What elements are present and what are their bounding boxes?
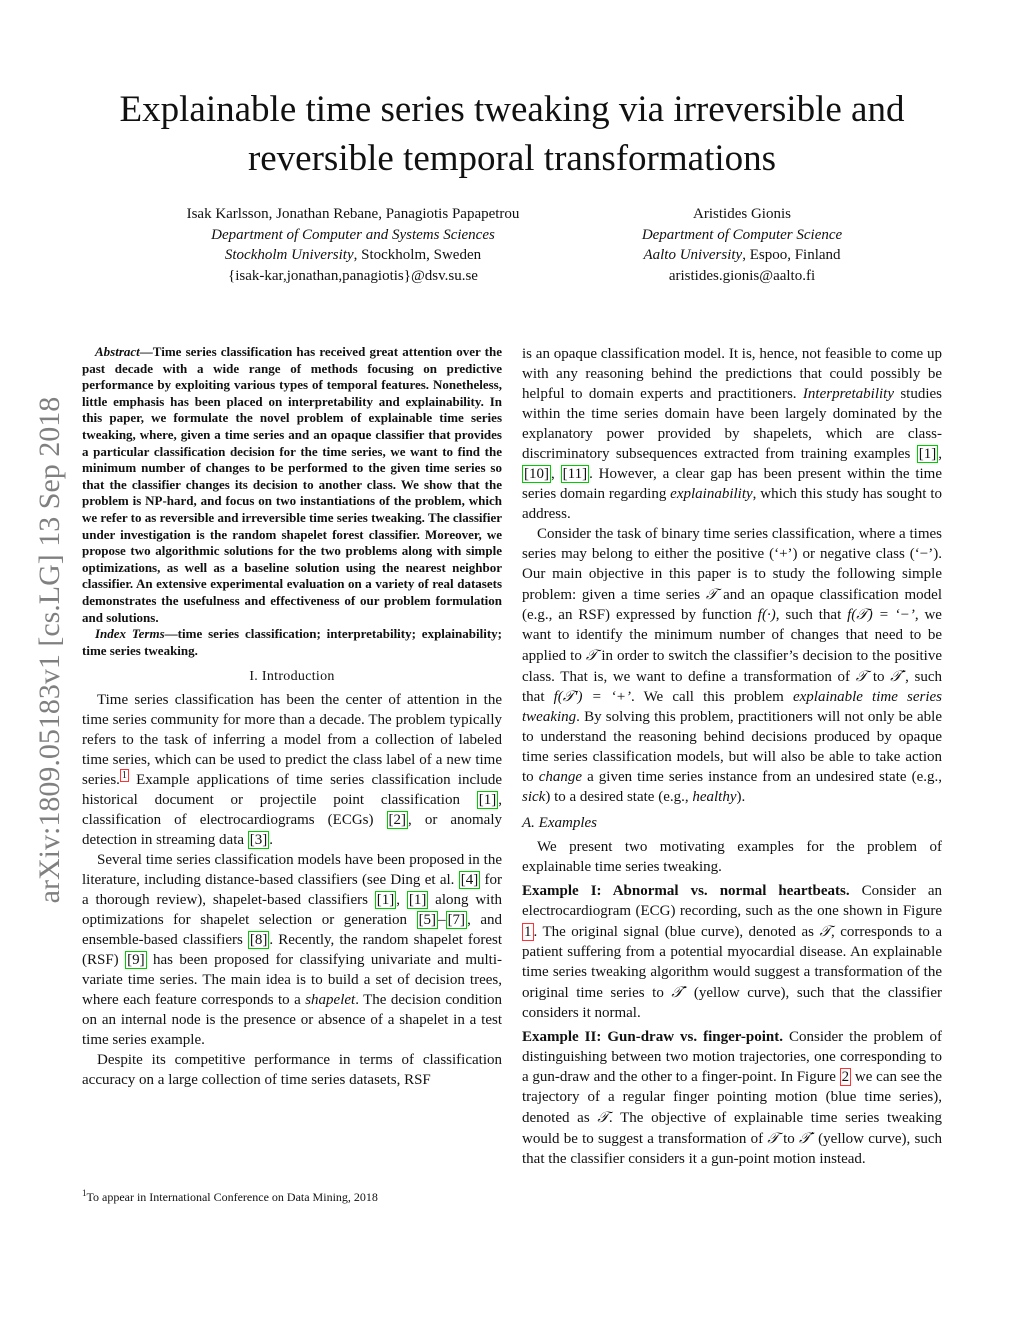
text: , — [938, 446, 942, 462]
author-affiliation — [572, 245, 912, 266]
author-city: , Espoo, Finland — [742, 247, 841, 263]
author-names: Isak Karlsson, Jonathan Rebane, Panagiotis Papapetrou — [186, 206, 520, 222]
text: (yellow curve), such that the classifier considers it a gun-point motion instead. — [522, 1131, 942, 1167]
text: Interpretability — [802, 386, 894, 402]
footnote-ref[interactable]: 1 — [121, 770, 127, 782]
author-department: Department of Computer and Systems Sciences — [211, 226, 495, 243]
example-label: Example I: Abnormal vs. normal heartbeats. — [522, 883, 850, 899]
abstract — [82, 344, 502, 659]
text: and an opaque classification model (e.g., an RSF) expressed by function — [522, 587, 942, 623]
text: Several time series classification models have been proposed in the literature, including distance-based classifiers (see Ding et al. — [82, 852, 502, 889]
paragraph — [82, 690, 502, 850]
citation-link[interactable]: [9] — [127, 952, 145, 969]
text: to — [867, 669, 891, 685]
figure-link[interactable]: 2 — [841, 1069, 850, 1085]
math: 𝒯 — [819, 922, 831, 940]
text: along with optimizations for shapelet selection or generation — [82, 892, 503, 929]
text: . — [269, 832, 274, 849]
section-heading: I. Introduction — [249, 669, 335, 685]
paragraph: Despite its competitive performance in terms of classification accuracy on a large collection of time series datasets, RSF — [82, 1052, 502, 1089]
text: change — [538, 769, 583, 785]
citation-link[interactable]: [1] — [408, 892, 427, 909]
paragraph: We present two motivating examples for the problem of explainable time series tweaking. — [522, 839, 942, 875]
text: , which this study has sought to address. — [522, 486, 942, 522]
text: (yellow curve), such that the classifier considers it normal. — [522, 985, 942, 1021]
citation-link[interactable]: [5] — [418, 912, 437, 929]
math: 𝒯 — [767, 1129, 779, 1147]
citation-link[interactable]: [1] — [376, 892, 395, 909]
abstract-text: —Time series classification has received great attention over the past decade with a wide range of methods focusing on predictive performance by exploiting various types of temporal features. Nonetheless, little emphasis has been placed on interpretability and explainability. In this paper, we formulate the novel problem of explainable time series tweaking, where, given a time series and an opaque classifier that provides a particular classification decision for the time series, we want to find the minimum number of changes to be performed to the given time series so that the classifier changes its decision to another class. We show that the problem is NP-hard, and focus on two instantiations of the problem, which we refer to as reversible and irreversible time series tweaking. The classifier under investigation is the random shapelet forest classifier. Moreover, we propose two algorithmic solutions for the two problems along with simple optimizations, as well as a baseline solution using the nearest neighbor classifier. An extensive experimental evaluation on a variety of real datasets demonstrates the usefulness and effectiveness of our problem formulation and solutions. — [82, 344, 502, 625]
footnote — [82, 1186, 502, 1205]
text: for a thorough review), shapelet-based classifiers — [82, 872, 502, 909]
math: f(·) — [757, 607, 776, 623]
text: , corresponds to a patient suffering from a potential myocardial disease. An explainable time series tweaking algorithm would suggest a transformation of the original time series to — [522, 924, 943, 1001]
text: . By solving this problem, practitioners will not only be able to understand the reasoning behind decisions produced by opaque time series classification models, but will also be able to take action to — [522, 709, 942, 785]
text: , classification of electrocardiograms (ECGs) — [82, 792, 502, 829]
text: Consider the problem of distinguishing between two motion trajectories, one corresponding to a gun-draw and the other to a finger-point. In Figure — [522, 1029, 942, 1085]
text: Example applications of time series classification include historical document or projectile point classification — [82, 772, 502, 809]
left-column — [82, 344, 502, 1090]
text: , — [551, 466, 561, 482]
text: . However, a clear gap has been present within the time series domain regarding — [522, 466, 942, 502]
text: ). — [736, 789, 746, 805]
citation-link[interactable]: [2] — [388, 812, 407, 829]
text: . The objective of explainable time series tweaking would be to suggest a transformation of — [522, 1110, 942, 1147]
math: f(𝒯′) = ‘+’ — [553, 689, 631, 705]
text: . The original signal (blue curve), denoted as — [533, 924, 820, 940]
text: , or anomaly detection in streaming data — [82, 812, 502, 849]
author-department: Department of Computer Science — [641, 226, 843, 243]
author-email[interactable]: aristides.gionis@aalto.fi — [668, 267, 816, 284]
text: studies within the time series domain have been largely dominated by the explanatory power provided by shapelets, which are class-discriminatory subsequences extracted from training examples — [522, 386, 943, 462]
math: 𝒯 — [585, 646, 598, 664]
index-terms-text: —time series classification; interpretability; explainability; time series tweaking. — [82, 626, 502, 658]
math: 𝒯 — [597, 1108, 609, 1126]
author-city: , Stockholm, Sweden — [353, 247, 482, 263]
text: a given time series instance from an undesired state (e.g., — [582, 769, 942, 785]
arxiv-stamp-text: arXiv:1809.05183v1 [cs.LG] 13 Sep 2018 — [33, 396, 66, 904]
text: . The decision condition on an internal node is the presence or absence of a shapelet in a test time series example. — [82, 992, 502, 1049]
text: Time series classification has been the center of attention in the time series community for more than a decade. The problem typically refers to the task of inferring a model from a collection of labeled time series, which can be used to predict the class label of a new time series. — [82, 692, 502, 789]
citation-link[interactable]: [1] — [478, 792, 497, 809]
math: 𝒯′ — [799, 1129, 814, 1147]
text: to — [778, 1131, 800, 1147]
figure-link[interactable]: 1 — [524, 924, 532, 940]
math: 𝒯 — [855, 667, 868, 685]
text: Consider the task of binary time series classification, where a times series may belong to either the positive (‘+’) or negative class (‘−’). Our main objective in this paper is to study the following simple problem: given a time series — [522, 526, 942, 603]
author-university: Aalto University — [643, 247, 743, 263]
footnote-text: To appear in International Conference on Data Mining, 2018 — [86, 1190, 378, 1204]
citation-link[interactable]: [3] — [249, 832, 268, 849]
math: 𝒯 — [705, 585, 718, 603]
index-terms-label: Index Terms — [95, 626, 165, 642]
text: . We call this problem — [631, 689, 793, 705]
paragraph — [522, 344, 942, 524]
text: explainable time series tweaking — [522, 689, 942, 725]
text: Consider an electrocardiogram (ECG) recording, such as the one shown in Figure — [522, 883, 942, 919]
citation-link[interactable]: [4] — [460, 872, 479, 889]
text: sick — [522, 789, 546, 805]
text: – — [438, 912, 446, 929]
math: 𝒯′ — [671, 983, 687, 1001]
author-block-right — [572, 204, 912, 286]
arxiv-stamp — [30, 350, 70, 950]
citation-link[interactable]: [11] — [562, 466, 588, 482]
paragraph — [522, 881, 942, 1023]
text: has been proposed for classifying univariate and multi-variate time series. The main idea is to build a set of decision trees, where each feature corresponds to a — [82, 952, 503, 1009]
author-university: Stockholm University — [224, 247, 354, 263]
right-column — [522, 344, 942, 1169]
subsection-heading: A. Examples — [522, 815, 597, 831]
text: in order to switch the classifier’s decision to the positive class. That is, we want to define a transformation of — [522, 648, 942, 685]
text: , — [396, 892, 407, 909]
citation-link[interactable]: [8] — [249, 932, 268, 949]
paragraph — [522, 524, 942, 807]
text: is an opaque classification model. It is, hence, not feasible to come up with any reasoning behind the predictions that could possibly be helpful to domain experts and practitioners. — [522, 346, 942, 402]
text: , and ensemble-based classifiers — [82, 912, 502, 949]
text: . Recently, the random shapelet forest (RSF) — [82, 932, 502, 969]
author-names: Aristides Gionis — [693, 206, 791, 222]
text: we can see the trajectory of a regular finger pointing motion (blue time series), denoted as — [522, 1069, 942, 1126]
text: , we want to identify the minimum number of changes that need to be applied to — [522, 607, 942, 664]
author-email[interactable]: {isak-kar,jonathan,panagiotis}@dsv.su.se — [228, 267, 478, 284]
paragraph — [522, 1027, 942, 1169]
text: , such that — [522, 669, 942, 705]
citation-link[interactable]: [7] — [447, 912, 466, 929]
paragraph — [82, 850, 502, 1050]
math: 𝒯′ — [890, 667, 906, 685]
footnote-mark: 1 — [82, 1188, 87, 1198]
text: ) to a desired state (e.g., — [545, 789, 693, 805]
paper-title: Explainable time series tweaking via irreversible and reversible temporal transformations — [119, 89, 905, 179]
math: f(𝒯) = ‘−’ — [847, 607, 915, 623]
text: , such that — [775, 607, 848, 623]
citation-link[interactable]: [1] — [918, 446, 937, 462]
citation-link[interactable]: [10] — [524, 466, 549, 482]
example-label: Example II: Gun-draw vs. finger-point. — [522, 1029, 783, 1045]
text: healthy — [692, 789, 737, 805]
author-affiliation — [140, 245, 566, 266]
author-block-left — [140, 204, 566, 286]
abstract-label: Abstract — [95, 344, 140, 359]
text: shapelet — [305, 992, 356, 1009]
text: explainability — [670, 486, 753, 502]
